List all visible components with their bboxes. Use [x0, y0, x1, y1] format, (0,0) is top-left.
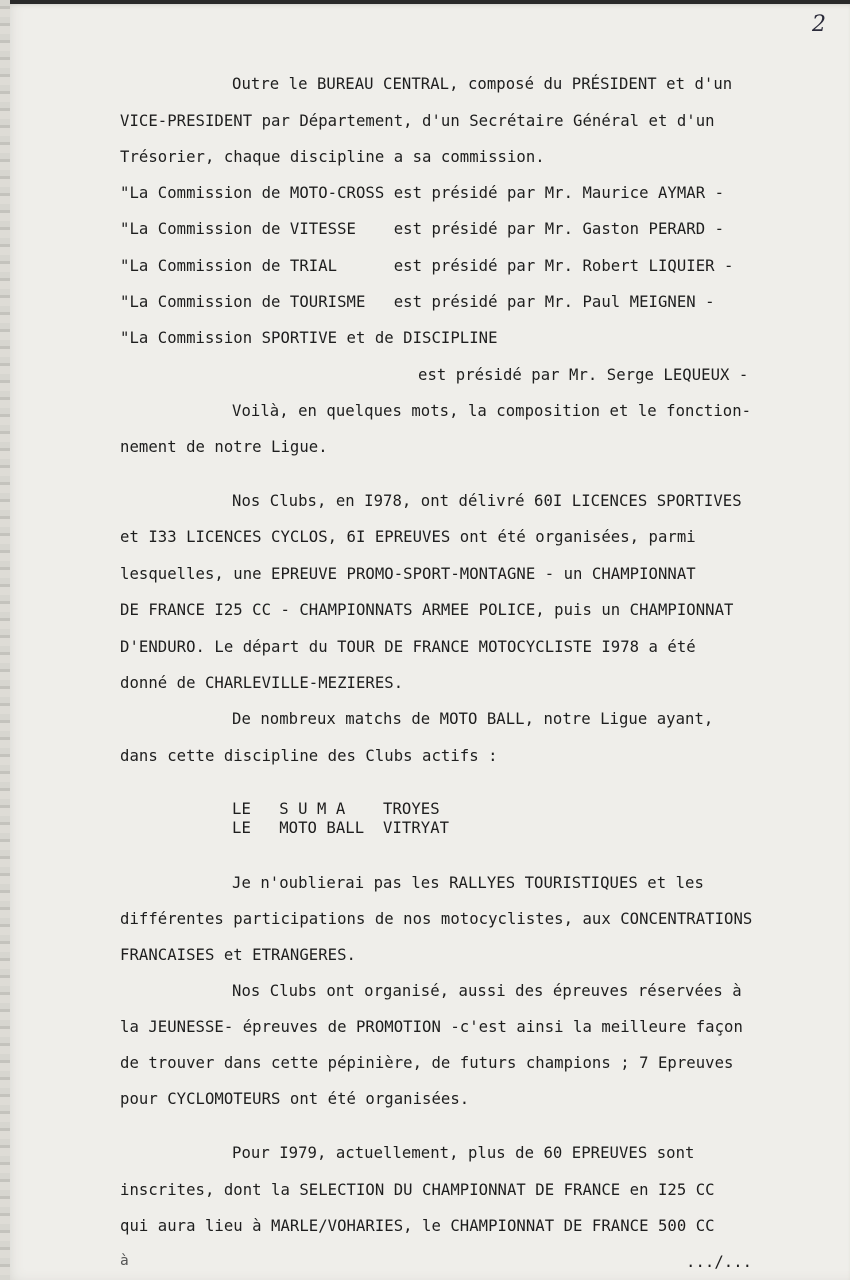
paragraph-line: Pour I979, actuellement, plus de 60 EPREUVES sont [232, 1144, 695, 1162]
paragraph-line: dans cette discipline des Clubs actifs : [120, 747, 498, 765]
paragraph-line: nement de notre Ligue. [120, 438, 328, 456]
commission-line: est présidé par Mr. Serge LEQUEUX - [418, 366, 749, 384]
paragraph-line: DE FRANCE I25 CC - CHAMPIONNATS ARMEE POLICE, puis un CHAMPIONNAT [120, 601, 734, 619]
paragraph-line: donné de CHARLEVILLE-MEZIERES. [120, 674, 404, 692]
club-line: LE MOTO BALL VITRYAT [232, 819, 450, 837]
paragraph-line: à [120, 1253, 129, 1269]
page-top-edge [0, 0, 850, 4]
paragraph-line: qui aura lieu à MARLE/VOHARIES, le CHAMPIONNAT DE FRANCE 500 CC [120, 1217, 715, 1235]
commission-line: "La Commission SPORTIVE et de DISCIPLINE [120, 329, 498, 347]
paragraph-line: FRANCAISES et ETRANGERES. [120, 946, 356, 964]
continuation-mark: .../... [686, 1253, 753, 1271]
commission-line: "La Commission de TRIAL est présidé par Mr. Robert LIQUIER - [120, 257, 734, 275]
paragraph-line: Nos Clubs, en I978, ont délivré 60I LICENCES SPORTIVES [232, 492, 742, 510]
paragraph-line: VICE-PRESIDENT par Département, d'un Secrétaire Général et d'un [120, 112, 715, 130]
paragraph-line: la JEUNESSE- épreuves de PROMOTION -c'est ainsi la meilleure façon [120, 1018, 743, 1036]
paragraph-line: De nombreux matchs de MOTO BALL, notre Ligue ayant, [232, 710, 714, 728]
paragraph-line: Voilà, en quelques mots, la composition et le fonction- [232, 402, 752, 420]
paragraph-line: Je n'oublierai pas les RALLYES TOURISTIQUES et les [232, 874, 704, 892]
paragraph-line: Outre le BUREAU CENTRAL, composé du PRÉSIDENT et d'un [232, 75, 733, 93]
paragraph-line: Nos Clubs ont organisé, aussi des épreuves réservées à [232, 982, 742, 1000]
paragraph-line: Trésorier, chaque discipline a sa commission. [120, 148, 545, 166]
club-line: LE S U M A TROYES [232, 800, 440, 818]
commission-line: "La Commission de VITESSE est présidé par Mr. Gaston PERARD - [120, 220, 725, 238]
page-left-edge [0, 0, 10, 1280]
paragraph-line: inscrites, dont la SELECTION DU CHAMPIONNAT DE FRANCE en I25 CC [120, 1181, 715, 1199]
paragraph-line: lesquelles, une EPREUVE PROMO-SPORT-MONTAGNE - un CHAMPIONNAT [120, 565, 696, 583]
paragraph-line: et I33 LICENCES CYCLOS, 6I EPREUVES ont été organisées, parmi [120, 528, 696, 546]
paragraph-line: de trouver dans cette pépinière, de futurs champions ; 7 Epreuves [120, 1054, 734, 1072]
paragraph-line: pour CYCLOMOTEURS ont été organisées. [120, 1090, 470, 1108]
paragraph-line: différentes participations de nos motocyclistes, aux CONCENTRATIONS [120, 910, 753, 928]
page-number: 2 [812, 12, 826, 37]
paragraph-line: D'ENDURO. Le départ du TOUR DE FRANCE MOTOCYCLISTE I978 a été [120, 638, 696, 656]
commission-line: "La Commission de MOTO-CROSS est présidé par Mr. Maurice AYMAR - [120, 184, 725, 202]
commission-line: "La Commission de TOURISME est présidé par Mr. Paul MEIGNEN - [120, 293, 715, 311]
